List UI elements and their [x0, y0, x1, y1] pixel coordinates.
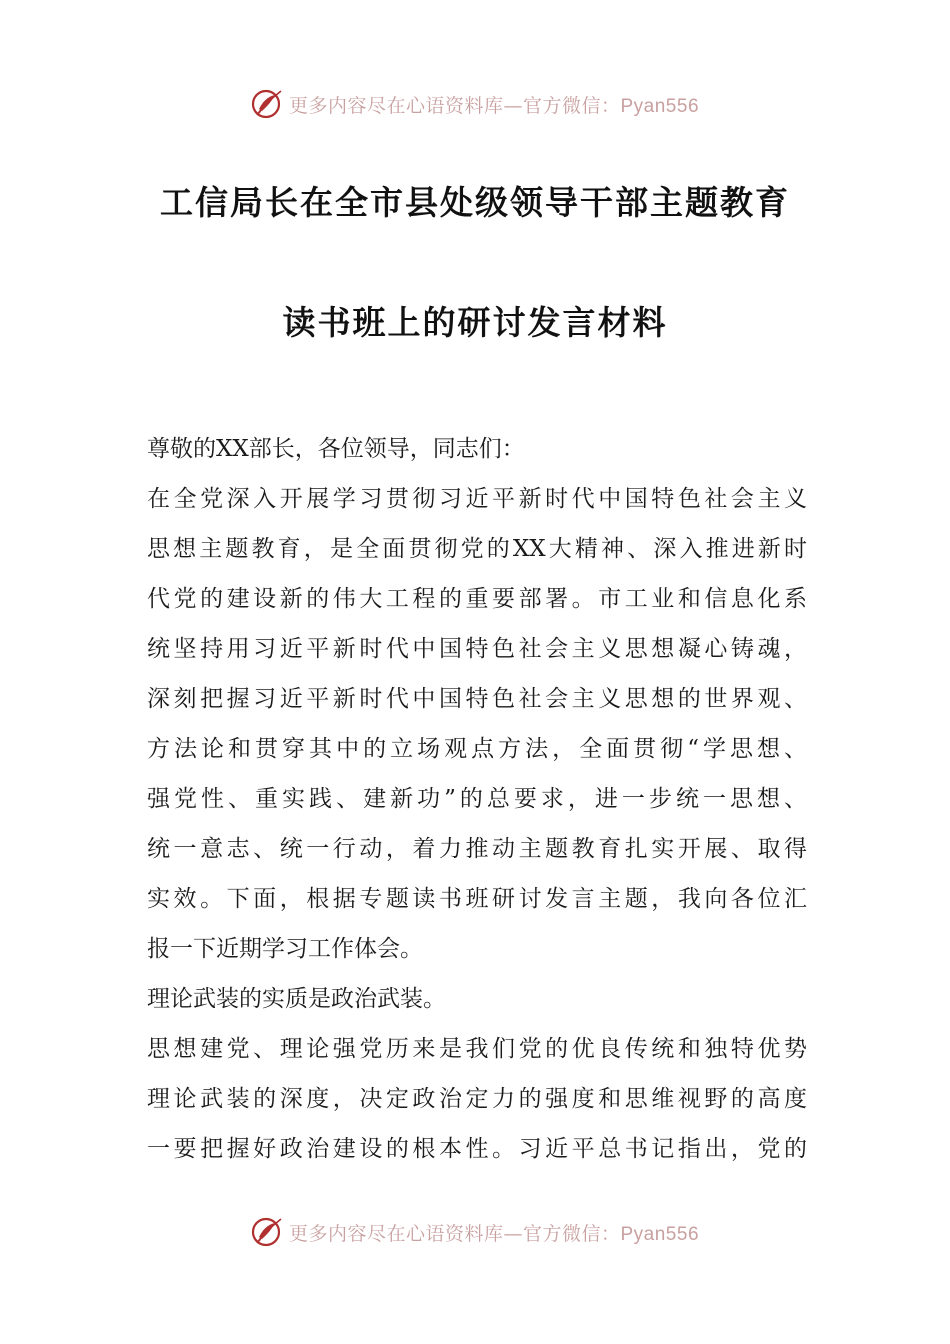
body-line: 报一下近期学习工作体会。 [147, 936, 423, 962]
body-line: 统坚持用习近平新时代中国特色社会主义思想凝心铸魂， [147, 636, 807, 662]
watermark-wechat-id: Pyan556 [620, 95, 700, 117]
watermark-footer [0, 1212, 950, 1252]
watermark-separator: — [503, 1222, 523, 1245]
salutation-line: 尊敬的XX部长，各位领导，同志们： [147, 436, 525, 462]
watermark-brand: 更多内容尽在心语资料库 [288, 94, 504, 117]
body-line: 深刻把握习近平新时代中国特色社会主义思想的世界观、 [147, 686, 807, 712]
body-line: 强党性、重实践、建新功”的总要求，进一步统一思想、 [147, 786, 807, 812]
body-line: 统一意志、统一行动，着力推动主题教育扎实开展、取得 [147, 836, 807, 862]
body-line: 代党的建设新的伟大工程的重要部署。市工业和信息化系 [147, 586, 807, 612]
document-title-line-1: 工信局长在全市县处级领导干部主题教育 [160, 183, 790, 222]
pen-logo-icon [251, 87, 285, 121]
body-line: 实效。下面，根据专题读书班研讨发言主题，我向各位汇 [147, 886, 807, 912]
watermark-label: 官方微信： [522, 94, 621, 117]
section-heading-line: 理论武装的实质是政治武装。 [147, 986, 446, 1012]
watermark-wechat-id: Pyan556 [620, 1223, 700, 1245]
body-line: 思想建党、理论强党历来是我们党的优良传统和独特优势 [147, 1036, 807, 1062]
body-line: 理论武装的深度，决定政治定力的强度和思维视野的高度 [147, 1086, 807, 1112]
body-line: 在全党深入开展学习贯彻习近平新时代中国特色社会主义 [147, 486, 807, 512]
body-line: 一要把握好政治建设的根本性。习近平总书记指出，党的 [147, 1136, 807, 1162]
document-body [147, 424, 807, 1174]
pen-logo-icon [251, 1215, 285, 1249]
body-line: 方法论和贯穿其中的立场观点方法，全面贯彻“学思想、 [147, 736, 807, 762]
watermark-text [289, 1219, 699, 1246]
watermark-brand: 更多内容尽在心语资料库 [288, 1222, 504, 1245]
watermark-label: 官方微信： [522, 1222, 621, 1245]
watermark-header [0, 84, 950, 124]
document-title-line-2: 读书班上的研讨发言材料 [282, 303, 668, 342]
watermark-text [289, 91, 699, 118]
body-line: 思想主题教育，是全面贯彻党的XX大精神、深入推进新时 [147, 536, 807, 562]
watermark-separator: — [503, 94, 523, 117]
